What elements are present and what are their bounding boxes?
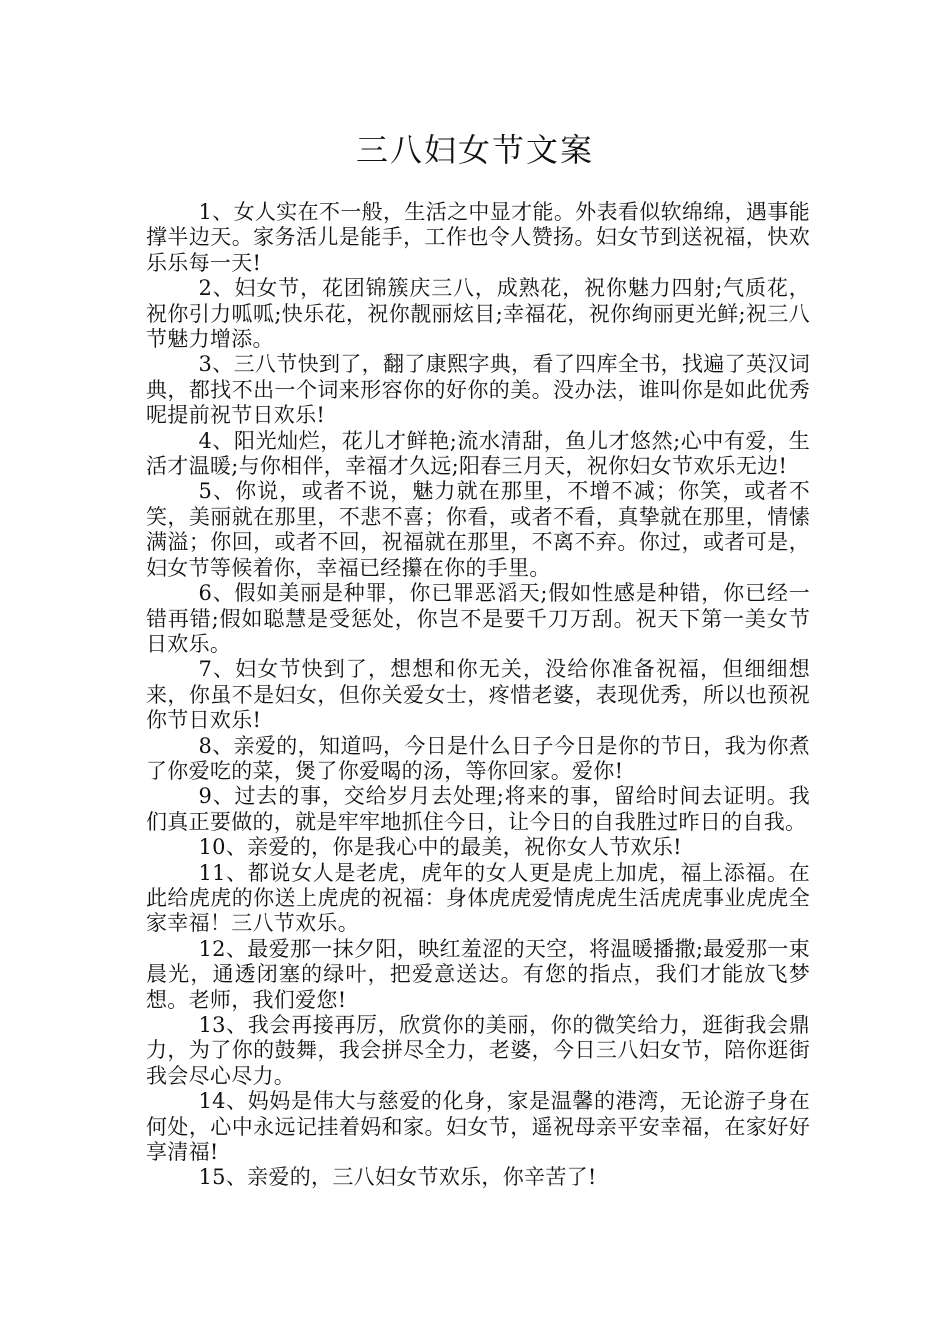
paragraph-2: 2、妇女节，花团锦簇庆三八，成熟花，祝你魅力四射;气质花，祝你引力呱呱;快乐花，祝你靓丽炫目;幸福花，祝你绚丽更光鲜;祝三八节魅力增添。 [146, 276, 810, 352]
paragraph-11: 11、都说女人是老虎，虎年的女人更是虎上加虎，福上添福。在此给虎虎的你送上虎虎的祝福：身体虎虎爱情虎虎生活虎虎事业虎虎全家幸福！三八节欢乐。 [146, 860, 810, 936]
paragraph-1: 1、女人实在不一般，生活之中显才能。外表看似软绵绵，遇事能撑半边天。家务活儿是能手，工作也令人赞扬。妇女节到送祝福，快欢乐乐每一天! [146, 200, 810, 275]
paragraph-13: 13、我会再接再厉，欣赏你的美丽，你的微笑给力，逛街我会鼎力，为了你的鼓舞，我会拼尽全力，老婆，今日三八妇女节，陪你逛街我会尽心尽力。 [146, 1013, 810, 1088]
paragraph-10: 10、亲爱的，你是我心中的最美，祝你女人节欢乐! [198, 835, 682, 860]
paragraph-6: 6、假如美丽是种罪，你已罪恶滔天;假如性感是种错，你已经一错再错;假如聪慧是受惩处，你岂不是要千刀万刮。祝天下第一美女节日欢乐。 [146, 581, 810, 656]
document-body [146, 200, 810, 1191]
paragraph-9: 9、过去的事，交给岁月去处理;将来的事，留给时间去证明。我们真正要做的，就是牢牢地抓住今日，让今日的自我胜过昨日的自我。 [146, 784, 810, 834]
paragraph-4: 4、阳光灿烂，花儿才鲜艳;流水清甜，鱼儿才悠然;心中有爱，生活才温暖;与你相伴，幸福才久远;阳春三月天，祝你妇女节欢乐无边! [146, 428, 810, 479]
paragraph-8: 8、亲爱的，知道吗，今日是什么日子今日是你的节日，我为你煮了你爱吃的菜，煲了你爱喝的汤，等你回家。爱你! [146, 733, 810, 783]
paragraph-7: 7、妇女节快到了，想想和你无关，没给你准备祝福，但细细想来，你虽不是妇女，但你关爱女士，疼惜老婆，表现优秀，所以也预祝你节日欢乐! [146, 657, 810, 733]
paragraph-3: 3、三八节快到了，翻了康熙字典，看了四库全书，找遍了英汉词典，都找不出一个词来形容你的好你的美。没办法，谁叫你是如此优秀呢提前祝节日欢乐! [146, 352, 810, 428]
paragraph-5: 5、你说，或者不说，魅力就在那里，不增不减；你笑，或者不笑，美丽就在那里，不悲不喜；你看，或者不看，真挚就在那里，情愫满溢；你回，或者不回，祝福就在那里，不离不弃。你过，或者可是，妇女节等候着你，幸福已经攥在你的手里。 [146, 479, 810, 580]
paragraph-14: 14、妈妈是伟大与慈爱的化身，家是温馨的港湾，无论游子身在何处，心中永远记挂着妈和家。妇女节，遥祝母亲平安幸福，在家好好享清福! [146, 1089, 810, 1165]
paragraph-12: 12、最爱那一抹夕阳，映红羞涩的天空，将温暖播撒;最爱那一束晨光，通透闭塞的绿叶，把爱意送达。有您的指点，我们才能放飞梦想。老师，我们爱您! [146, 936, 810, 1012]
document-title: 三八妇女节文案 [355, 131, 594, 169]
paragraph-15: 15、亲爱的，三八妇女节欢乐，你辛苦了! [198, 1165, 597, 1190]
